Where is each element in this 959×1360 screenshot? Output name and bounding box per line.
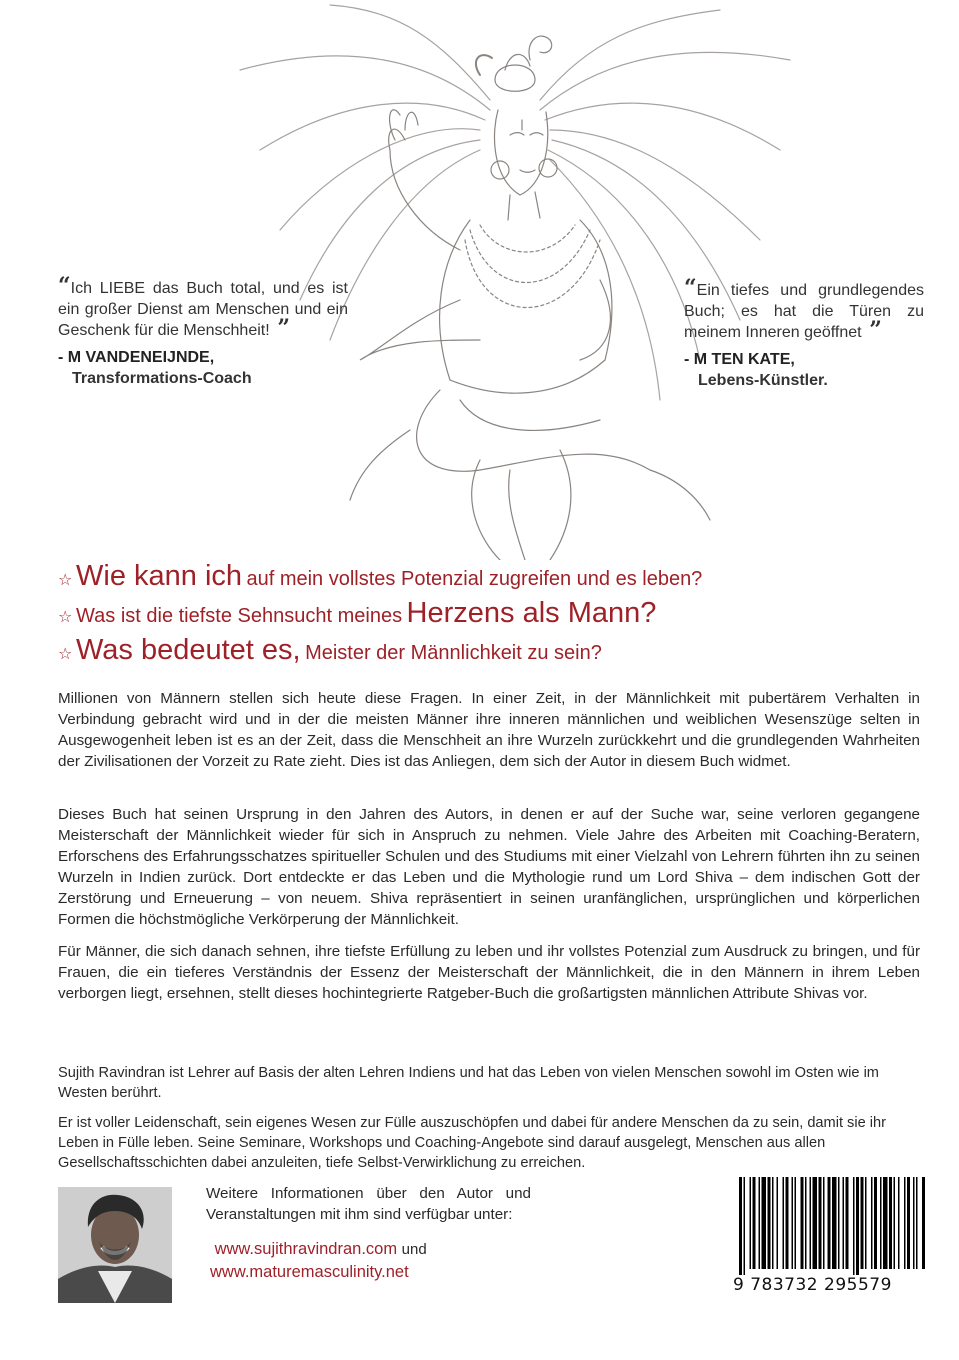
author-photo (58, 1187, 172, 1303)
barcode-bar (783, 1177, 785, 1269)
testimonial-role: Lebens-Künstler. (698, 372, 828, 389)
barcode-bar (871, 1177, 873, 1269)
barcode-bar (832, 1177, 837, 1269)
author-bio: Sujith Ravindran ist Lehrer auf Basis der alten Lehren Indiens und hat das Leben von vielen Menschen sowohl im Osten wie im Westen berührt. (58, 1065, 879, 1101)
barcode-bar (838, 1177, 840, 1269)
open-quote-icon: “ (58, 273, 71, 299)
barcode-bar (772, 1177, 774, 1269)
barcode-bar (744, 1177, 746, 1275)
testimonial-right (684, 275, 924, 391)
barcode-bar (907, 1177, 910, 1269)
barcode (733, 1171, 933, 1275)
barcode-area (733, 1171, 933, 1302)
star-outline-icon: ☆ (58, 572, 73, 589)
question-3: ☆ Was bedeutet es, Meister der Männlichkeit zu sein? (58, 634, 602, 666)
author-bio: Er ist voller Leidenschaft, sein eigenes Wesen zur Fülle auszuschöpfen und dabei für andere Menschen da zu sein, damit sie ihr Leben in Fülle leben. Seine Seminare, Workshops und Coaching-Angebote sind darauf ausgelegt, Menschen aus allen Gesellschaftsschichten dabei anzuleiten, tiefe Selbst-Verwirklichung zu erreichen. (58, 1115, 886, 1171)
website-link-2[interactable]: www.maturemasculinity.net (210, 1263, 409, 1281)
barcode-bar (823, 1177, 825, 1269)
barcode-bar (865, 1177, 867, 1269)
barcode-bar (846, 1177, 849, 1269)
more-info: Weitere Informationen über den Autor und Veranstaltungen mit ihm sind verfügbar unter: (206, 1185, 531, 1223)
barcode-bar (786, 1177, 789, 1269)
barcode-bar (759, 1177, 761, 1269)
barcode-bar (889, 1177, 892, 1269)
barcode-bar (777, 1177, 779, 1269)
testimonial-author: - M TEN KATE, (684, 351, 795, 368)
barcode-bar (753, 1177, 756, 1269)
barcode-bar (894, 1177, 896, 1269)
barcode-bar (750, 1177, 752, 1269)
testimonial-text: Ein tiefes und grundlegendes Buch; es hat die Türen zu meinem Inneren geöffnet (684, 282, 924, 341)
barcode-bar (805, 1177, 807, 1269)
blurb-paragraph: Für Männer, die sich danach sehnen, ihre tiefste Erfüllung zu leben und ihr vollstes Potenzial zum Ausdruck zu bringen, und für Frauen, die ein tieferes Verständnis der Essenz der Meisterschaft der Männlichkeit, die in den Männern in ihrem Leben verborgen liegt, ersehnen, stellt dieses hochintegrierte Ratgeber-Buch die großartigsten männlichen Attribute Shivas vor. (58, 943, 920, 1002)
barcode-bar (795, 1177, 797, 1269)
close-quote-icon: ” (861, 317, 882, 343)
testimonial-left (58, 273, 348, 389)
testimonial-role: Transformations-Coach (72, 370, 252, 387)
barcode-bar (819, 1177, 822, 1269)
barcode-bar (853, 1177, 855, 1275)
star-outline-icon: ☆ (58, 646, 73, 663)
barcode-bar (898, 1177, 900, 1269)
question-2: ☆ Was ist die tiefste Sehnsucht meines Herzens als Mann? (58, 597, 657, 629)
barcode-bar (916, 1177, 918, 1269)
barcode-bar (904, 1177, 906, 1269)
blurb-paragraph: Millionen von Männern stellen sich heute diese Fragen. In einer Zeit, in der Männlichkeit mit pubertärem Verhalten in Verbindung gebracht wird und in der die meisten Männer ihre inneren männlichen und weiblichen Wesenszüge selten in Ausgewogenheit leben ist es an der Zeit, dass die Menschheit an ihre Wurzeln zurückkehrt und die grundlegenden Wahrheiten der Zivilisationen der Vorzeit zu Rate zieht. Dies ist das Anliegen, dem sich der Autor in diesem Buch widmet. (58, 690, 920, 770)
links-block: www.sujithravindran.com und www.maturemasculinity.net (210, 1240, 427, 1281)
barcode-bar (762, 1177, 767, 1269)
barcode-bar (922, 1177, 925, 1269)
testimonial-author: - M VANDENEIJNDE, (58, 349, 215, 366)
barcode-bar (828, 1177, 831, 1269)
barcode-bar (856, 1177, 859, 1275)
barcode-bar (861, 1177, 864, 1269)
barcode-bar (768, 1177, 771, 1269)
barcode-bar (810, 1177, 812, 1269)
barcode-bar (813, 1177, 818, 1269)
isbn-number: 9 783732 295579 (733, 1275, 892, 1295)
barcode-bar (792, 1177, 794, 1269)
key-questions (58, 560, 938, 667)
barcode-bar (739, 1177, 742, 1275)
barcode-bar (913, 1177, 915, 1269)
close-quote-icon: ” (269, 315, 290, 341)
website-link-1[interactable]: www.sujithravindran.com (214, 1240, 398, 1258)
barcode-bar (883, 1177, 888, 1269)
testimonial-text: Ich LIEBE das Buch total, und es ist ein großer Dienst am Menschen und ein Geschenk für die Menschheit! (58, 280, 348, 339)
barcode-bar (843, 1177, 845, 1269)
barcode-bar (801, 1177, 804, 1269)
star-outline-icon: ☆ (58, 609, 73, 626)
question-1: ☆ Wie kann ich auf mein vollstes Potenzial zugreifen und es leben? (58, 560, 703, 592)
blurb-paragraph: Dieses Buch hat seinen Ursprung in den Jahren des Autors, in denen er auf der Suche war, seine verloren gegangene Meisterschaft der Männlichkeit wieder für sich in Anspruch zu nehmen. Viele Jahre des Arbeiten mit Coaching-Beratern, Erforschens des Erfahrungsschatzes spiritueller Schulen und des Studiums mit einer Vielzahl von Lehrern führten ihn zu seinen Wurzeln in Indien zurück. Dort entdeckte er das Leben und die Mythologie rund um Lord Shiva – dem indischen Gott der Zerstörung und Erneuerung – von neuem. Shiva repräsentiert in seinen uranfänglichen, ursprünglichen und körperlichen Formen die höchstmögliche Verkörperung der Männlichkeit. (58, 806, 920, 928)
open-quote-icon: “ (684, 275, 697, 301)
barcode-bar (874, 1177, 877, 1269)
barcode-bar (880, 1177, 882, 1269)
